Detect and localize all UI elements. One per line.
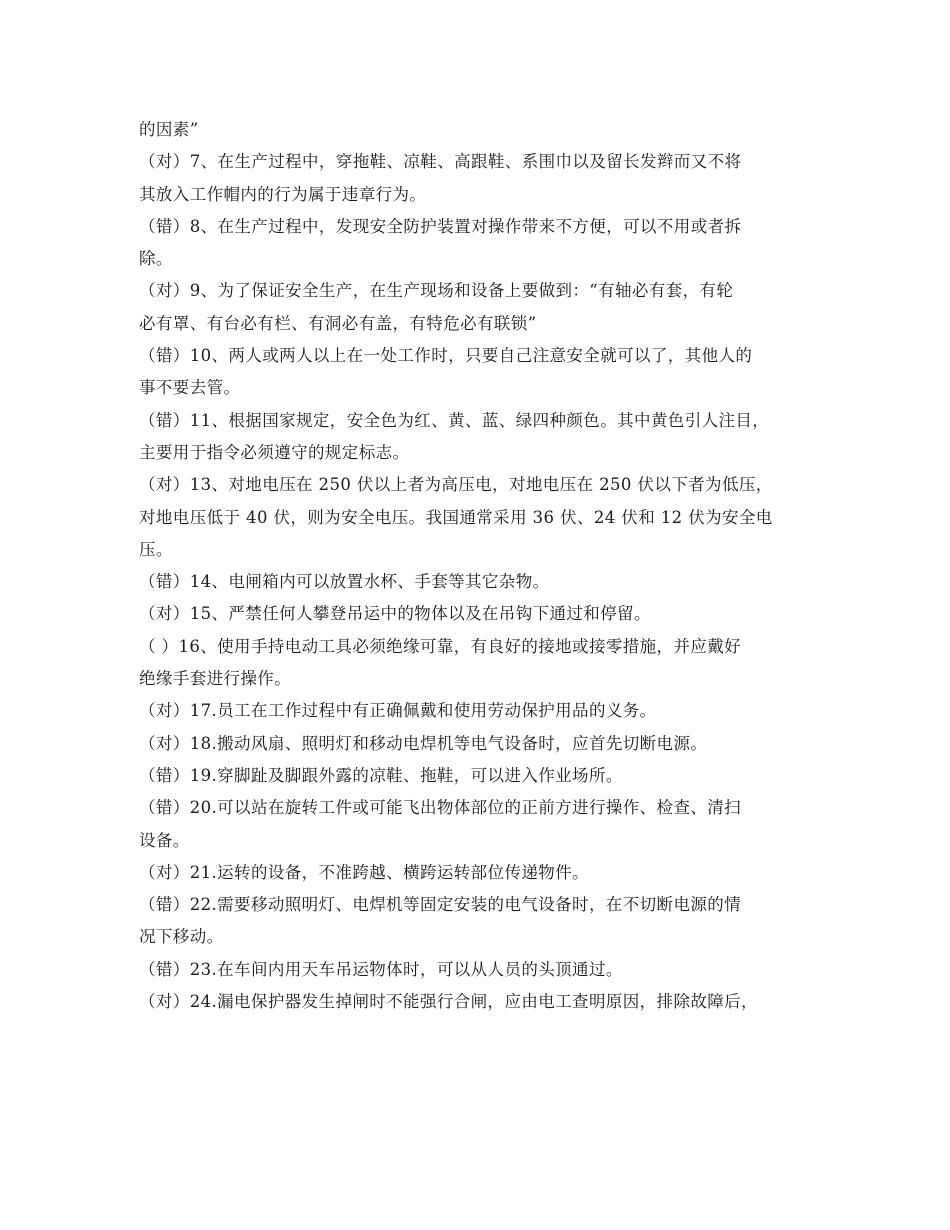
text-line: 除。	[139, 249, 173, 269]
text-line: （错）19.穿脚趾及脚跟外露的凉鞋、拖鞋，可以进入作业场所。	[139, 765, 623, 785]
text-line: 对地电压低于 40 伏，则为安全电压。我国通常采用 36 伏、24 伏和 12 伏为安全电	[139, 507, 773, 527]
text-line: （错）22.需要移动照明灯、电焊机等固定安装的电气设备时，在不切断电源的情	[139, 895, 742, 915]
text-line: 主要用于指令必须遵守的规定标志。	[139, 442, 410, 462]
text-line: （对）13、对地电压在 250 伏以上者为高压电，对地电压在 250 伏以下者为低压，	[139, 475, 773, 495]
text-line: （错）20.可以站在旋转工件或可能飞出物体部位的正前方进行操作、检查、清扫	[139, 798, 742, 818]
document-body	[139, 114, 829, 1018]
text-line: （对）18.搬动风扇、照明灯和移动电焊机等电气设备时，应首先切断电源。	[139, 733, 708, 753]
text-line: 的因素”	[139, 120, 199, 139]
text-line: （错）11、根据国家规定，安全色为红、黄、蓝、绿四种颜色。其中黄色引人注目，	[139, 410, 770, 430]
text-line: （错）23.在车间内用天车吊运物体时，可以从人员的头顶通过。	[139, 959, 623, 979]
text-line: 压。	[139, 539, 173, 559]
text-line: 况下移动。	[139, 927, 224, 947]
text-line: 其放入工作帽内的行为属于违章行为。	[139, 184, 427, 204]
text-line: （ ）16、使用手持电动工具必须绝缘可靠，有良好的接地或接零措施，并应戴好	[139, 636, 742, 656]
text-line: （对）17.员工在工作过程中有正确佩戴和使用劳动保护用品的义务。	[139, 701, 657, 721]
text-line: （错）8、在生产过程中，发现安全防护装置对操作带来不方便，可以不用或者拆	[139, 216, 742, 236]
text-line: 必有罩、有台必有栏、有洞必有盖，有特危必有联锁”	[139, 313, 537, 333]
text-line: （对）7、在生产过程中，穿拖鞋、凉鞋、高跟鞋、系围巾以及留长发辫而又不将	[139, 152, 742, 172]
text-line: 设备。	[139, 830, 190, 850]
text-line: 事不要去管。	[139, 378, 241, 398]
text-line: （对）24.漏电保护器发生掉闸时不能强行合闸，应由电工查明原因，排除故障后，	[139, 992, 758, 1012]
text-line: （对）9、为了保证安全生产，在生产现场和设备上要做到：“有轴必有套，有轮	[139, 281, 734, 301]
text-line: （错）10、两人或两人以上在一处工作时，只要自己注意安全就可以了，其他人的	[139, 346, 753, 366]
text-line: （对）15、严禁任何人攀登吊运中的物体以及在吊钩下通过和停留。	[139, 604, 651, 624]
text-line: （错）14、电闸箱内可以放置水杯、手套等其它杂物。	[139, 572, 550, 592]
text-line: 绝缘手套进行操作。	[139, 669, 292, 689]
text-line: （对）21.运转的设备，不准跨越、横跨运转部位传递物件。	[139, 862, 589, 882]
